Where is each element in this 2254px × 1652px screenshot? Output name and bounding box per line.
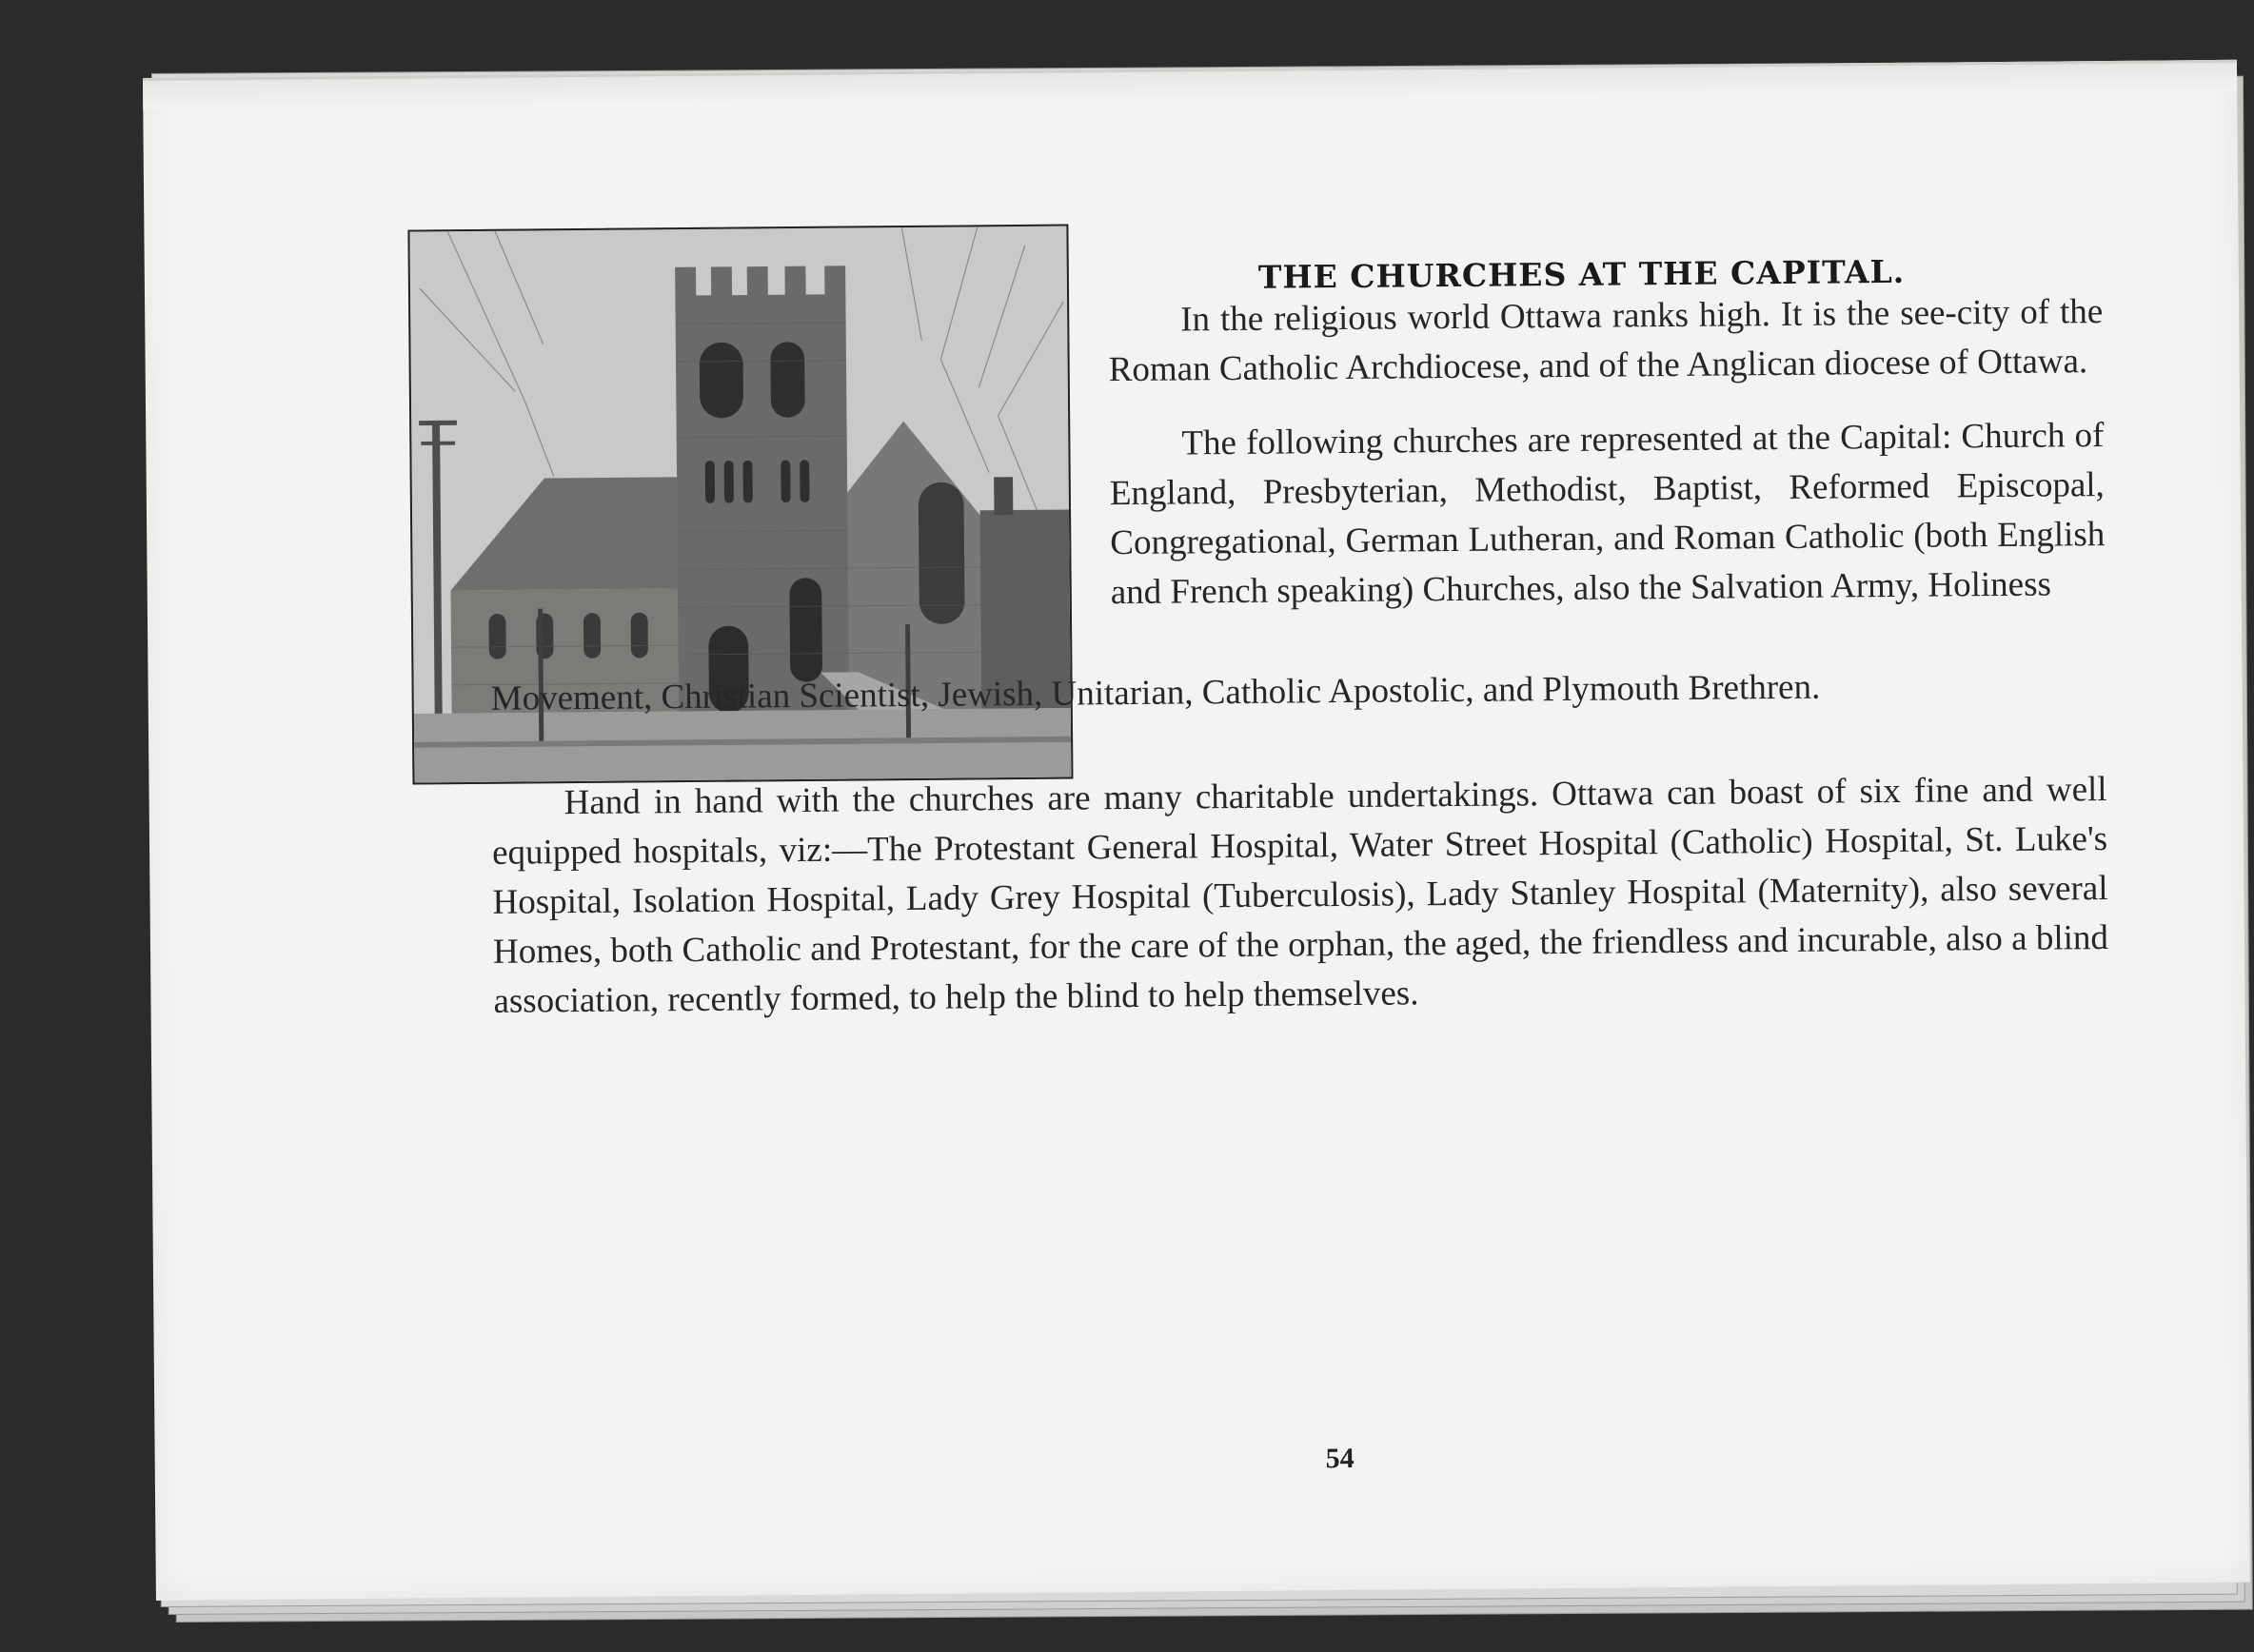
paragraph-churches-list: [1109, 411, 2106, 618]
paragraph-text: The following churches are represented at the Capital: Church of England, Presbyterian, Methodist, Baptist, Reformed Episcopal, Congregational, German Lutheran, and Roman Catholic (both English and French speaking) Churches, also the Salvation Army, Holiness: [1109, 416, 2106, 613]
page-number: 54: [1325, 1442, 1354, 1475]
paragraph-charitable-undertakings: [491, 765, 2108, 1027]
book-page: [143, 60, 2250, 1601]
paragraph-text: In the religious world Ottawa ranks high. It is the see-city of the Roman Catholic Archdiocese, and of the Anglican diocese of Ottawa.: [1108, 292, 2104, 390]
paragraph-religious-world: [1108, 287, 2104, 395]
page-heading: THE CHURCHES AT THE CAPITAL.: [1257, 252, 1906, 296]
paragraph-text: Movement, Christian Scientist, Jewish, Unitarian, Catholic Apostolic, and Plymouth Brethren.: [490, 667, 1821, 718]
paragraph-text: Hand in hand with the churches are many charitable undertakings. Ottawa can boast of six fine and well equipped hospitals, viz:—The Protestant General Hospital, Water Street Hospital (Catholic) Hospital, St. Luke's Hospital, Isolation Hospital, Lady Grey Hospital (Tuberculosis), Lady Stanley Hospital (Maternity), also several Homes, both Catholic and Protestant, for the care of the orphan, the aged, the friendless and incurable, also a blind association, recently formed, to help the blind to help themselves.: [491, 770, 2109, 1021]
